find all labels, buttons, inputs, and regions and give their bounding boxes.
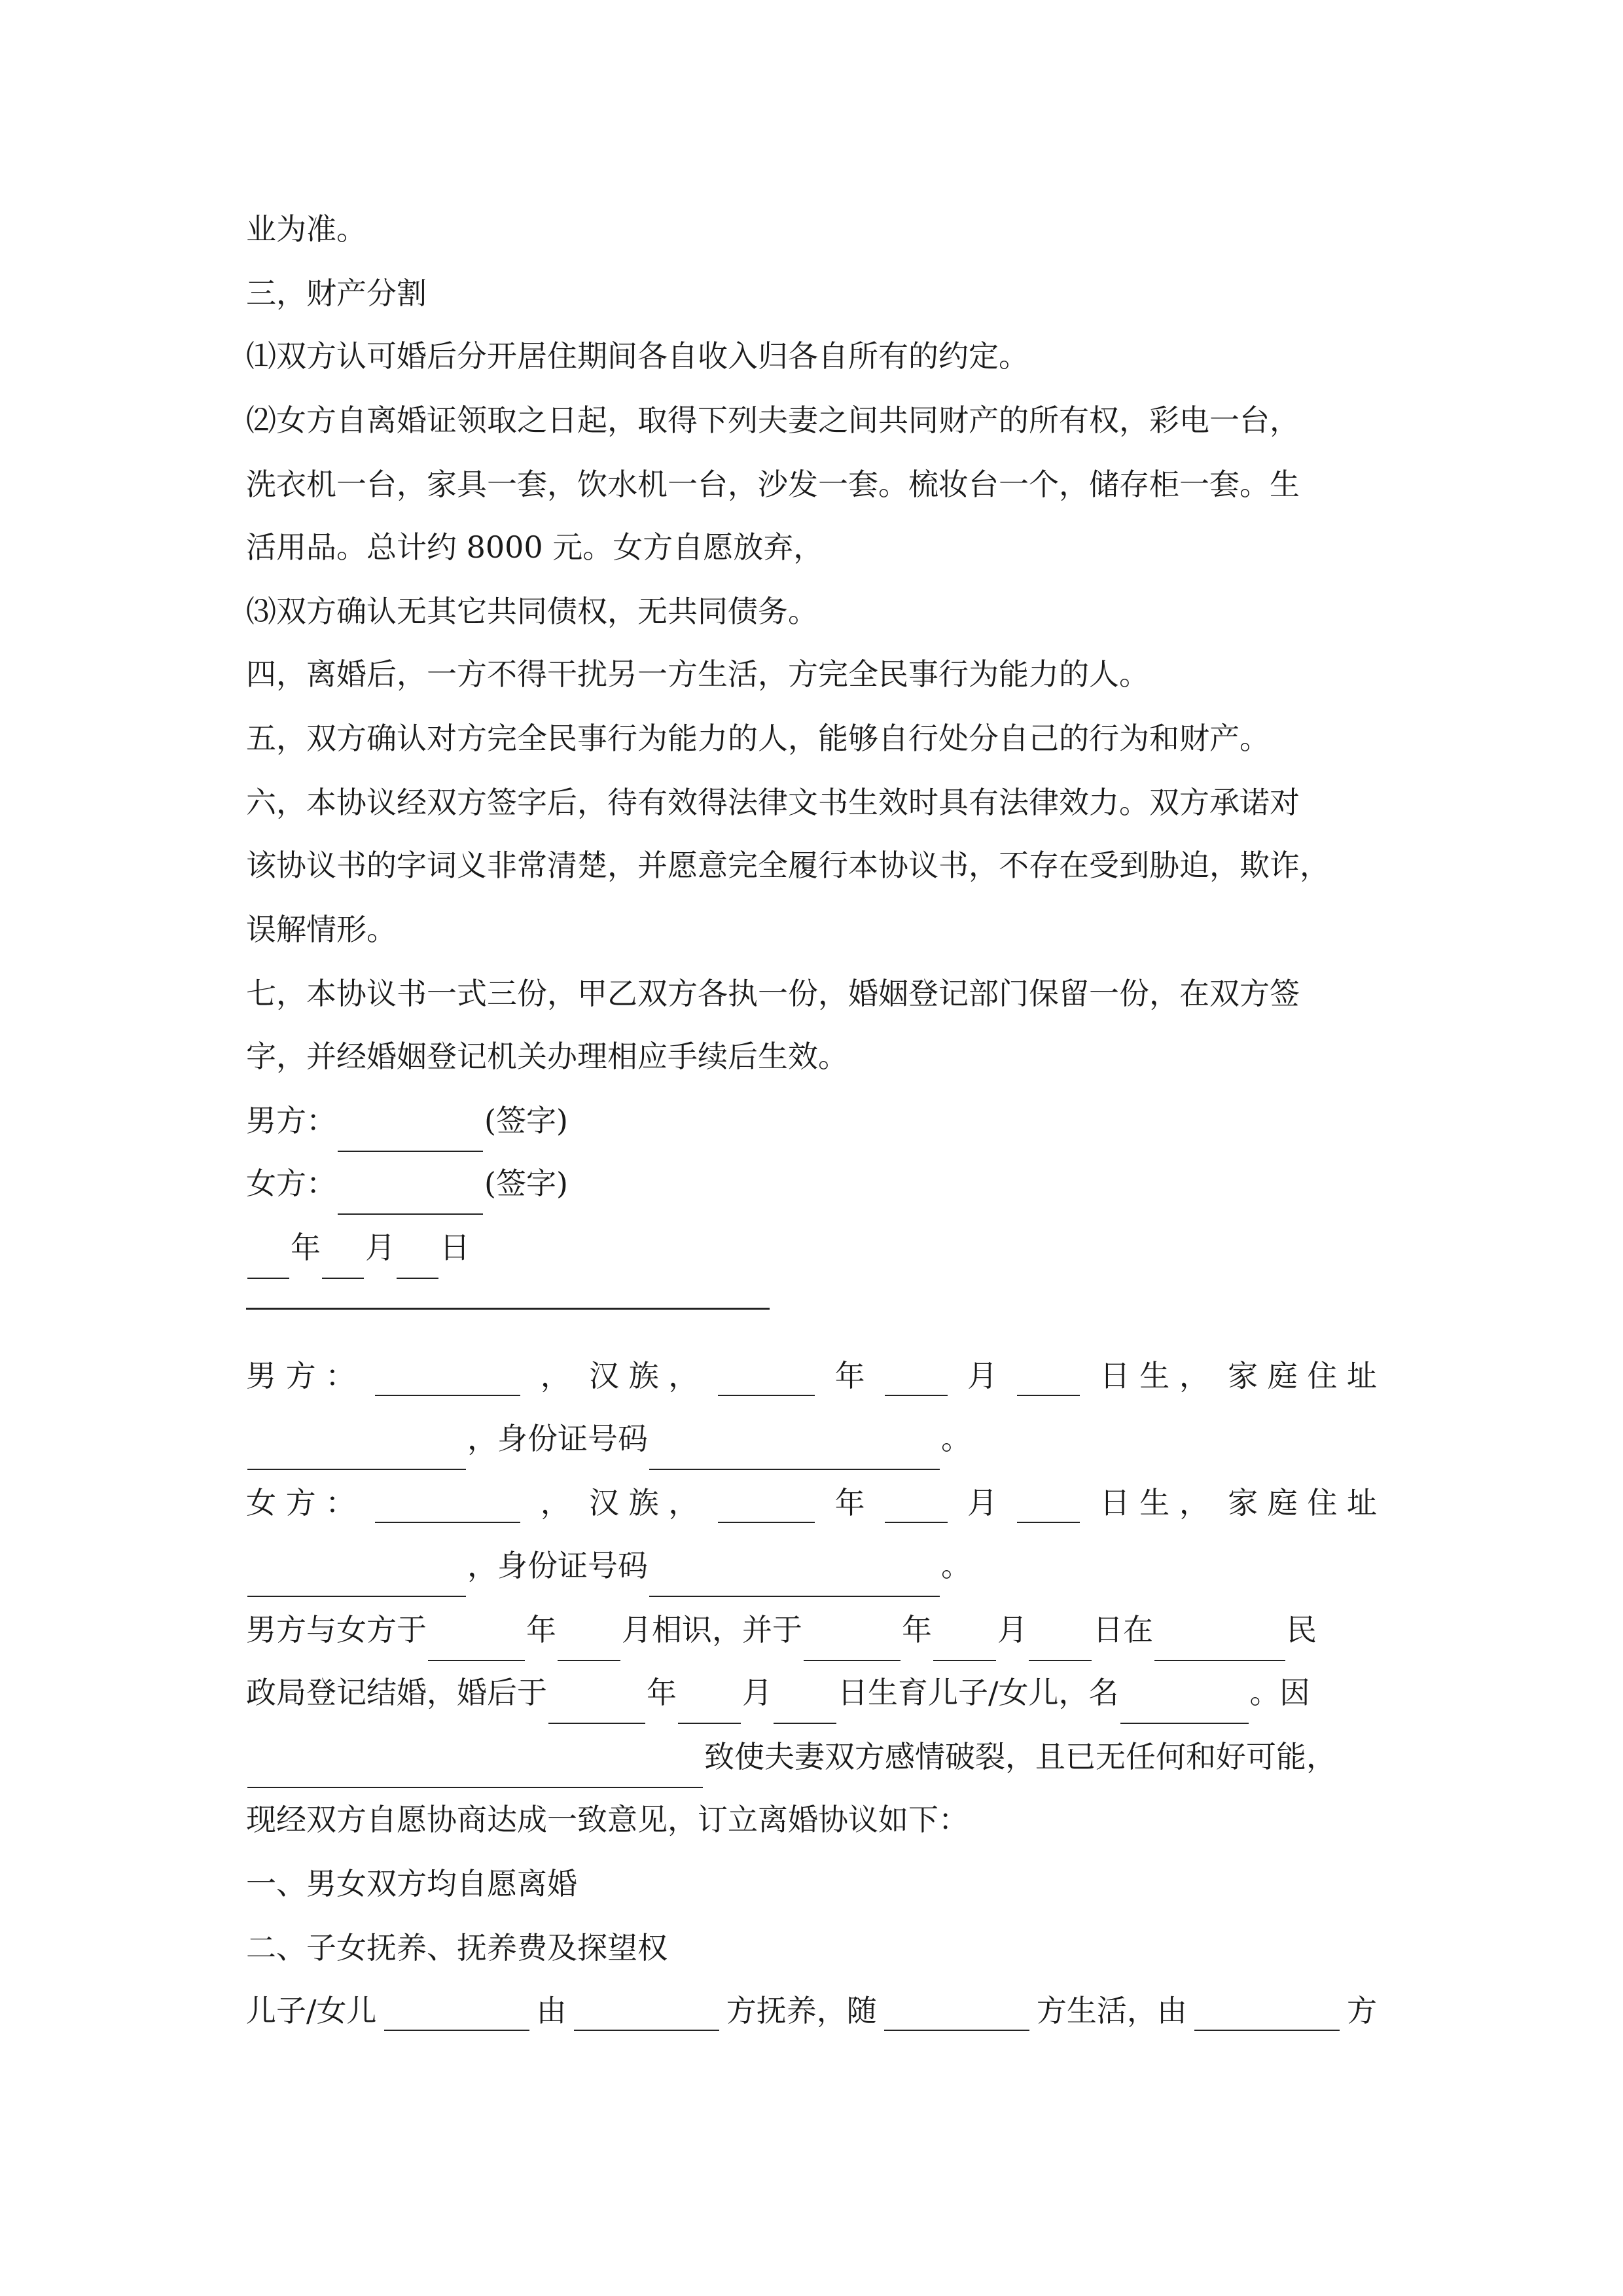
male-form-label: 男 方 ： [246,1358,356,1393]
male-address-blank[interactable] [247,1429,466,1470]
male-name-blank[interactable] [375,1355,520,1396]
female-info-line [246,1471,1377,1534]
text-line: ⑵女方自离婚证领取之日起，取得下列夫妻之间共同财产的所有权，彩电一台， [246,403,1300,438]
male-signature-blank[interactable] [338,1111,483,1152]
custody-line [246,1979,1377,2042]
text-line: ⑴双方认可婚后分开居住期间各自收入归各自所有的约定。 [246,338,1029,374]
male-signature-line [246,1089,1377,1152]
id-label: ，身份证号码 [467,1548,648,1583]
period: 。 [941,1548,971,1583]
address-label: 家 庭 住 址 [1228,1358,1377,1393]
document-page [246,0,1377,2296]
min-text: 民 [1287,1612,1317,1647]
year-label: 年 [902,1612,932,1647]
comma: ， [540,1358,571,1393]
raised-text: 方抚养，随 [726,1993,877,2028]
female-address-blank[interactable] [247,1556,466,1597]
month-label: 月 [622,1612,652,1647]
year-blank[interactable] [247,1238,289,1279]
day-at-text: 日在 [1093,1612,1153,1647]
child-label: 儿子/女儿 [246,1993,377,2028]
born-text: 日 生 ， [1099,1358,1209,1393]
text-line: 四，离婚后，一方不得干扰另一方生活，方完全民事行为能力的人。 [246,656,1149,692]
item-heading: 一、男女双方均自愿离婚 [246,1866,577,1901]
year-label: 年 [834,1358,865,1393]
child-name-blank[interactable] [1120,1683,1249,1724]
marry-place-blank[interactable] [1154,1621,1285,1661]
year-label: 年 [291,1230,321,1265]
sign-suffix: (签字) [484,1103,568,1138]
meeting-line [246,1598,1377,1661]
meet-text-2: 相识，并于 [652,1612,802,1647]
lives-with-blank[interactable] [884,1990,1029,2031]
female-id-blank[interactable] [649,1556,940,1597]
item-heading: 二、子女抚养、抚养费及探望权 [246,1930,668,1965]
payer-blank[interactable] [1194,1990,1340,2031]
born-text: 日 生 ， [1099,1485,1209,1520]
text-line: 七，本协议书一式三份，甲乙双方各执一份，婚姻登记部门保留一份，在双方签 [246,976,1300,1011]
reason-text: 。因 [1249,1675,1310,1710]
child-blank[interactable] [384,1990,529,2031]
born-child-text: 日生育儿子/女儿，名 [838,1675,1119,1710]
marry-day-blank[interactable] [1029,1621,1092,1661]
birth-month-blank[interactable] [885,1355,948,1396]
male-label: 男方： [246,1103,336,1138]
text-line: 五，双方确认对方完全民事行为能力的人，能够自行处分自己的行为和财产。 [246,721,1270,756]
meet-year-blank[interactable] [428,1621,525,1661]
month-label: 月 [997,1612,1027,1647]
text-line: 该协议书的字词义非常清楚，并愿意完全履行本协议书，不存在受到胁迫，欺诈， [246,848,1330,883]
registration-line [246,1661,1377,1724]
address-label: 家 庭 住 址 [1228,1485,1377,1520]
male-address-line [246,1407,1377,1470]
id-label: ，身份证号码 [467,1421,648,1456]
day-blank[interactable] [397,1238,438,1279]
meet-text: 男方与女方于 [246,1612,427,1647]
marry-year-blank[interactable] [804,1621,901,1661]
male-id-blank[interactable] [649,1429,940,1470]
period: 。 [941,1421,971,1456]
male-info-line [246,1344,1377,1407]
text-line: 六，本协议经双方签字后，待有效得法律文书生效时具有法律效力。双方承诺对 [246,785,1300,820]
birth-day-blank[interactable] [1017,1482,1080,1523]
month-blank[interactable] [322,1238,364,1279]
female-address-line [246,1534,1377,1597]
ethnicity-text: 汉 族 ， [588,1358,699,1393]
date-line [246,1216,1377,1279]
child-day-blank[interactable] [774,1683,836,1724]
female-signature-blank[interactable] [338,1174,483,1215]
section-heading: 三，财产分割 [246,276,427,311]
custodian-blank[interactable] [574,1990,719,2031]
text-line: 活用品。总计约 8000 元。女方自愿放弃， [246,529,824,565]
text-line: 字，并经婚姻登记机关办理相应手续后生效。 [246,1039,848,1074]
comma: ， [540,1485,571,1520]
separator-rule [246,1308,770,1310]
fang-text: 方 [1347,1993,1377,2028]
birth-year-blank[interactable] [718,1355,815,1396]
lives-text: 方生活，由 [1036,1993,1187,2028]
reason-blank[interactable] [247,1748,703,1788]
ethnicity-text: 汉 族 ， [588,1485,699,1520]
reg-text: 政局登记结婚，婚后于 [246,1675,547,1710]
text-line: 误解情形。 [246,912,397,947]
female-name-blank[interactable] [375,1482,520,1523]
text-line: 业为准。 [246,211,366,247]
month-label: 月 [742,1675,772,1710]
month-label: 月 [967,1358,998,1393]
birth-day-blank[interactable] [1017,1355,1080,1396]
reason-line [246,1725,1377,1788]
child-month-blank[interactable] [678,1683,741,1724]
text-line: 现经双方自愿协商达成一致意见，订立离婚协议如下： [246,1802,969,1837]
year-label: 年 [526,1612,556,1647]
birth-month-blank[interactable] [885,1482,948,1523]
text-line: 洗衣机一台，家具一套，饮水机一台，沙发一套。梳妆台一个，储存柜一套。生 [246,467,1300,502]
text-line: ⑶双方确认无其它共同债权，无共同债务。 [246,594,818,629]
month-label: 月 [967,1485,998,1520]
year-label: 年 [834,1485,865,1520]
sign-suffix: (签字) [484,1166,568,1201]
rupture-text: 致使夫妻双方感情破裂，且已无任何和好可能， [704,1739,1336,1774]
child-year-blank[interactable] [548,1683,645,1724]
meet-month-blank[interactable] [558,1621,620,1661]
birth-year-blank[interactable] [718,1482,815,1523]
month-label: 月 [365,1230,395,1265]
year-label: 年 [647,1675,677,1710]
female-signature-line [246,1152,1377,1215]
marry-month-blank[interactable] [933,1621,996,1661]
female-form-label: 女 方 ： [246,1485,356,1520]
female-label: 女方： [246,1166,336,1201]
day-label: 日 [440,1230,470,1265]
by-text: 由 [536,1993,567,2028]
